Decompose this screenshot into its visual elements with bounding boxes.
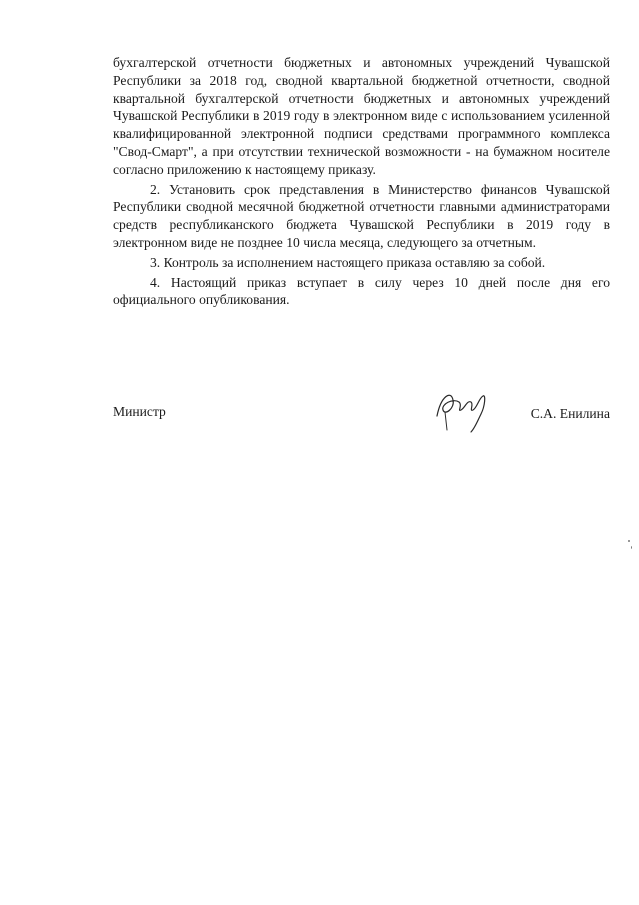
scan-speck <box>631 546 632 549</box>
signer-name: С.А. Енилина <box>530 406 610 421</box>
paragraph-item-3: 3. Контроль за исполнением настоящего приказа оставляю за собой. <box>150 254 546 270</box>
scan-speck <box>628 540 630 542</box>
document-body <box>113 54 610 309</box>
paragraph-item-4: 4. Настоящий приказ вступает в силу через 10 дней после дня его официального опубликования. <box>113 274 610 308</box>
paragraph-item-2: 2. Установить срок представления в Министерство финансов Чувашской Республики сводной месячной бюджетной отчетности главными администраторами средств республиканского бюджета Чувашской Республики в 2019 году в электронном виде не позднее 10 числа месяца, следующего за отчетным. <box>113 181 610 250</box>
paragraph-continuation: бухгалтерской отчетности бюджетных и автономных учреждений Чувашской Республики за 2018 год, сводной квартальной бюджетной отчетности, сводной квартальной бухгалтерской отчетности бюджетных и автономных учреждений Чувашской Республики в 2019 году в электронном виде с использованием усиленной квалифицированной электронной подписи средствами программного комплекса "Свод-Смарт", а при отсутствии технической возможности - на бумажном носителе согласно приложению к настоящему приказу. <box>113 55 610 177</box>
handwritten-signature <box>431 386 495 434</box>
signature-block <box>113 404 610 434</box>
signer-position: Министр <box>113 404 166 419</box>
